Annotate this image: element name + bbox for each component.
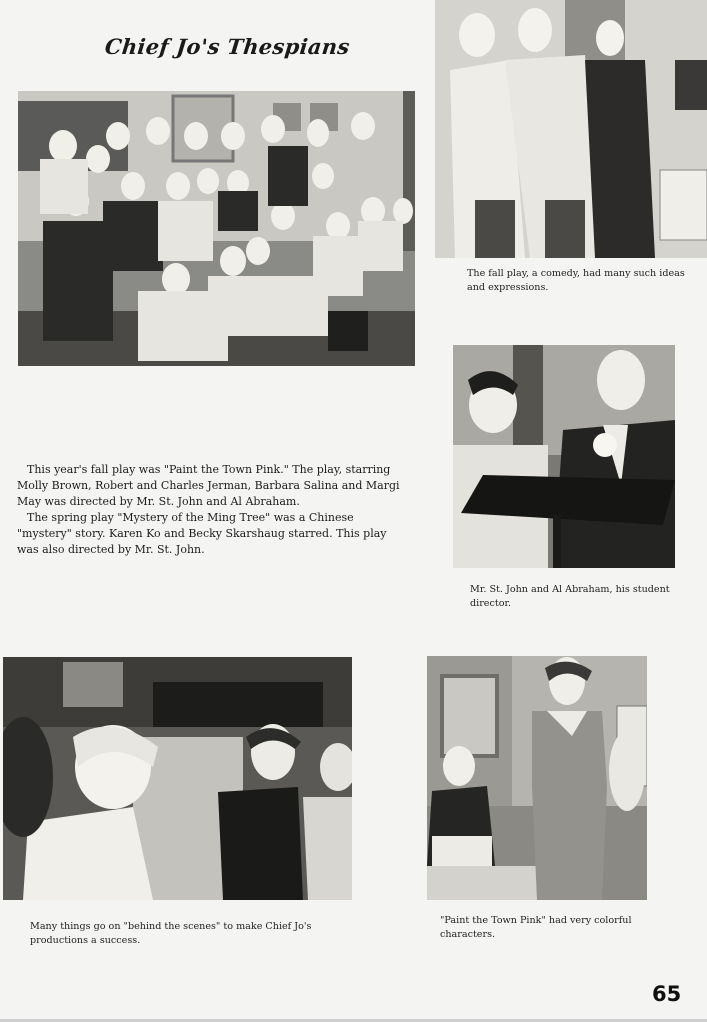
comedy-scene-photo (435, 0, 707, 258)
caption-backstage: Many things go on "behind the scenes" to make Chief Jo's productions a success. (30, 921, 312, 946)
caption-comedy: The fall play, a comedy, had many such ideas and expressions. (467, 268, 685, 293)
group-photo (18, 91, 415, 366)
caption-characters: "Paint the Town Pink" had very colorful characters. (440, 915, 632, 940)
caption-director: Mr. St. John and Al Abraham, his student director. (470, 584, 670, 609)
page-title: Chief Jo's Thespians (103, 34, 351, 59)
article-body (17, 462, 402, 558)
article-paragraph-1: This year's fall play was "Paint the Town Pink." The play, starring Molly Brown, Robert and Charles Jerman, Barbara Salina and Margi May was directed by Mr. St. John and Al Abraham. (17, 463, 400, 508)
page-number: 65 (652, 982, 682, 1006)
characters-photo (427, 656, 647, 900)
article-paragraph-2: The spring play "Mystery of the Ming Tree" was a Chinese "mystery" story. Karen Ko and Becky Skarshaug starred. This play was also directed by Mr. St. John. (17, 511, 387, 556)
director-photo (453, 345, 675, 568)
backstage-photo (3, 657, 352, 900)
